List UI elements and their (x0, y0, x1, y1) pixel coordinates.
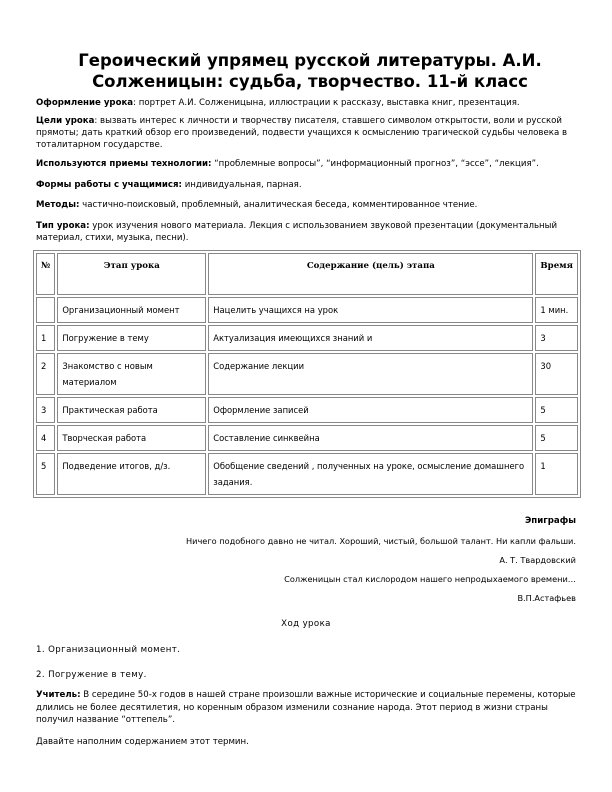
page-title (60, 50, 560, 92)
row-stage: Погружение в тему (57, 325, 206, 351)
lesson-type-label: Тип урока: (36, 221, 90, 231)
lesson-plan-table (33, 250, 581, 498)
row-content: Обобщение сведений , полученных на уроке, осмысление домашнего задания. (208, 453, 533, 495)
methods-label: Методы: (36, 200, 80, 210)
goals-text: : вызвать интерес к личности и творчеству писателя, ставшего символом открытости, воли и русской прямоты; дать краткий обзор его произведений, подвести учащихся к осмыслению трагической судьбы человека в тоталитарном государстве. (36, 116, 568, 150)
row-time: 5 (535, 397, 578, 423)
design-text: : портрет А.И. Солженицына, иллюстрации к рассказу, выставка книг, презентация. (133, 98, 520, 108)
teacher-paragraph (36, 689, 581, 727)
row-content: Содержание лекции (208, 353, 533, 395)
table-row (36, 397, 578, 423)
closing-line: Давайте наполним содержанием этот термин. (36, 737, 249, 747)
header-time: Время (535, 253, 578, 295)
row-time: 1 (535, 453, 578, 495)
design-label: Оформление урока (36, 98, 134, 108)
row-num (36, 297, 55, 323)
row-time: 1 мин. (535, 297, 578, 323)
lesson-type-text: урок изучения нового материала. Лекция с использованием звуковой презентации (документальный материал, стихи, музыка, песни). (36, 221, 558, 243)
row-num: 2 (36, 353, 55, 395)
goals-paragraph (36, 115, 581, 151)
epigraph-author-1: А. Т. Твардовский (499, 555, 576, 565)
table-row (36, 453, 578, 495)
row-content: Нацелить учащихся на урок (208, 297, 533, 323)
techniques-label: Используются приемы технологии: (36, 159, 212, 169)
row-num: 4 (36, 425, 55, 451)
techniques-paragraph (36, 158, 581, 170)
table-row (36, 353, 578, 395)
row-stage: Подведение итогов, д/з. (57, 453, 206, 495)
header-num: № (36, 253, 55, 295)
techniques-text: “проблемные вопросы”, “информационный прогноз”, “эссе”, “лекция”. (211, 159, 539, 169)
table-row (36, 297, 578, 323)
header-stage: Этап урока (57, 253, 206, 295)
row-stage: Знакомство с новым материалом (57, 353, 206, 395)
design-paragraph (36, 97, 581, 109)
row-content: Оформление записей (208, 397, 533, 423)
table-row (36, 325, 578, 351)
epigraphs-heading: Эпиграфы (524, 516, 576, 526)
teacher-text: В середине 50-х годов в нашей стране произошли важные исторические и социальные перемены, которые длились не более десятилетия, но коренным образом изменили сознание народа. Этот период в жизни страны получил название “оттепель”. (36, 690, 576, 725)
row-stage: Организационный момент (57, 297, 206, 323)
methods-paragraph (36, 199, 581, 211)
table-header-row (36, 253, 578, 295)
row-num: 5 (36, 453, 55, 495)
epigraph-quote-2: Солженицын стал кислородом нашего непродыхаемого времени… (284, 574, 576, 584)
epigraph-author-2: В.П.Астафьев (517, 593, 576, 603)
course-heading: Ход урока (281, 619, 331, 629)
row-time: 30 (535, 353, 578, 395)
table-row (36, 425, 578, 451)
row-time: 5 (535, 425, 578, 451)
work-forms-paragraph (36, 179, 581, 191)
work-forms-text: индивидуальная, парная. (181, 180, 302, 190)
epigraph-quote-1: Ничего подобного давно не читал. Хороший, чистый, большой талант. Ни капли фальши. (185, 536, 576, 546)
row-num: 3 (36, 397, 55, 423)
row-content: Актуализация имеющихся знаний и (208, 325, 533, 351)
row-content: Составление синквейна (208, 425, 533, 451)
work-forms-label: Формы работы с учащимися: (36, 180, 182, 190)
row-time: 3 (535, 325, 578, 351)
course-item-2: 2. Погружение в тему. (36, 670, 147, 680)
teacher-label: Учитель: (36, 690, 81, 700)
methods-text: частично-поисковый, проблемный, аналитическая беседа, комментированное чтение. (79, 200, 478, 210)
row-num: 1 (36, 325, 55, 351)
course-item-1: 1. Организационный момент. (36, 645, 181, 655)
header-content: Содержание (цель) этапа (208, 253, 533, 295)
row-stage: Творческая работа (57, 425, 206, 451)
title-line-1: Героический упрямец русской литературы. А.И. (78, 51, 542, 70)
lesson-type-paragraph (36, 220, 581, 244)
goals-label: Цели урока (36, 116, 95, 126)
title-line-2: Солженицын: судьба, творчество. 11-й класс (92, 72, 528, 91)
row-stage: Практическая работа (57, 397, 206, 423)
